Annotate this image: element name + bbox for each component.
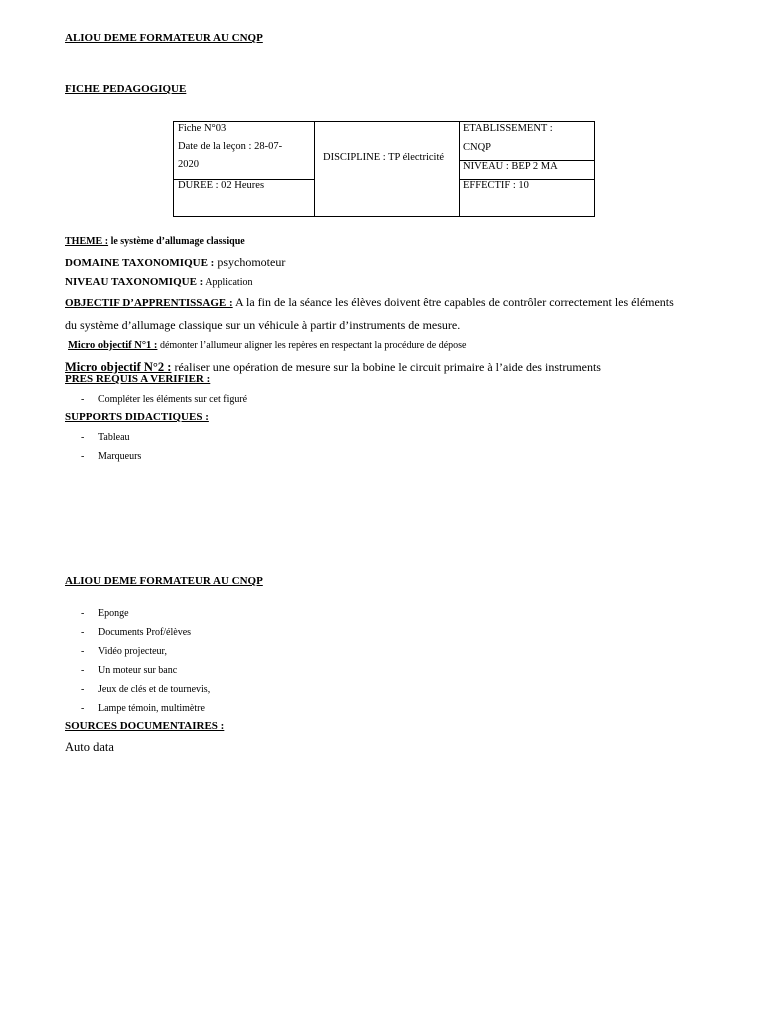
info-table [173,121,595,217]
list-item: - Tableau [81,432,130,443]
duration: DUREE : 02 Heures [178,180,265,191]
objective-line [65,295,674,310]
micro-objective-1 [68,340,466,351]
taxonomic-level-label: NIVEAU TAXONOMIQUE : [65,276,204,288]
taxonomic-level-line [65,276,253,288]
list-item: - Vidéo projecteur, [81,646,167,657]
sources-value: Auto data [65,740,114,754]
theme-line [65,236,245,247]
domain-label: DOMAINE TAXONOMIQUE : [65,257,215,269]
micro-objective-1-label: Micro objectif N°1 : [68,340,158,351]
supports-list [81,428,481,466]
page-header: ALIOU DEME FORMATEUR AU CNQP [65,32,263,44]
supports-label: SUPPORTS DIDACTIQUES : [65,411,209,423]
objective-label: OBJECTIF D’APPRENTISSAGE : [65,297,233,309]
theme-value: le système d’allumage classique [108,236,245,247]
micro-objective-1-value: démonter l’allumeur aligner les repères en respectant la procédure de dépose [157,340,467,351]
list-item: - Eponge [81,608,129,619]
taxonomic-level-value: Application [203,277,253,288]
fiche-number: Fiche N°03 [178,123,227,134]
domain-value: psychomoteur [214,255,286,269]
lesson-date: Date de la leçon : 28-07- [178,141,283,152]
table-divider [459,122,460,216]
prerequisites-list [81,390,481,409]
objective-value: A la fin de la séance les élèves doivent être capables de contrôler correctement les éléments [232,295,674,309]
list-item: - Jeux de clés et de tournevis, [81,684,211,695]
list-item: - Un moteur sur banc [81,665,178,676]
objective-line-2: du système d’allumage classique sur un véhicule à partir d’instruments de mesure. [65,318,461,332]
materials-list [81,604,481,718]
document-title: FICHE PEDAGOGIQUE [65,83,187,95]
page-header-2: ALIOU DEME FORMATEUR AU CNQP [65,575,263,587]
micro-objective-2-value: réaliser une opération de mesure sur la bobine le circuit primaire à l’aide des instruments [171,360,601,374]
list-item: - Compléter les éléments sur cet figuré [81,394,248,405]
list-item: - Marqueurs [81,451,142,462]
domain-line [65,255,285,270]
level: NIVEAU : BEP 2 MA [463,161,558,172]
sources-label: SOURCES DOCUMENTAIRES : [65,720,225,732]
micro-objective-2-label: Micro objectif N°2 : [65,360,172,374]
discipline: DISCIPLINE : TP électricité [323,152,445,163]
headcount: EFFECTIF : 10 [463,180,529,191]
theme-label: THEME : [65,236,109,247]
prerequisites-label: PRES REQUIS A VERIFIER : [65,373,211,385]
establishment-value: CNQP [463,142,492,153]
lesson-date-year: 2020 [178,159,199,170]
list-item: - Lampe témoin, multimètre [81,703,205,714]
table-divider [314,122,315,216]
establishment-label: ETABLISSEMENT : [463,123,553,134]
list-item: - Documents Prof/élèves [81,627,192,638]
